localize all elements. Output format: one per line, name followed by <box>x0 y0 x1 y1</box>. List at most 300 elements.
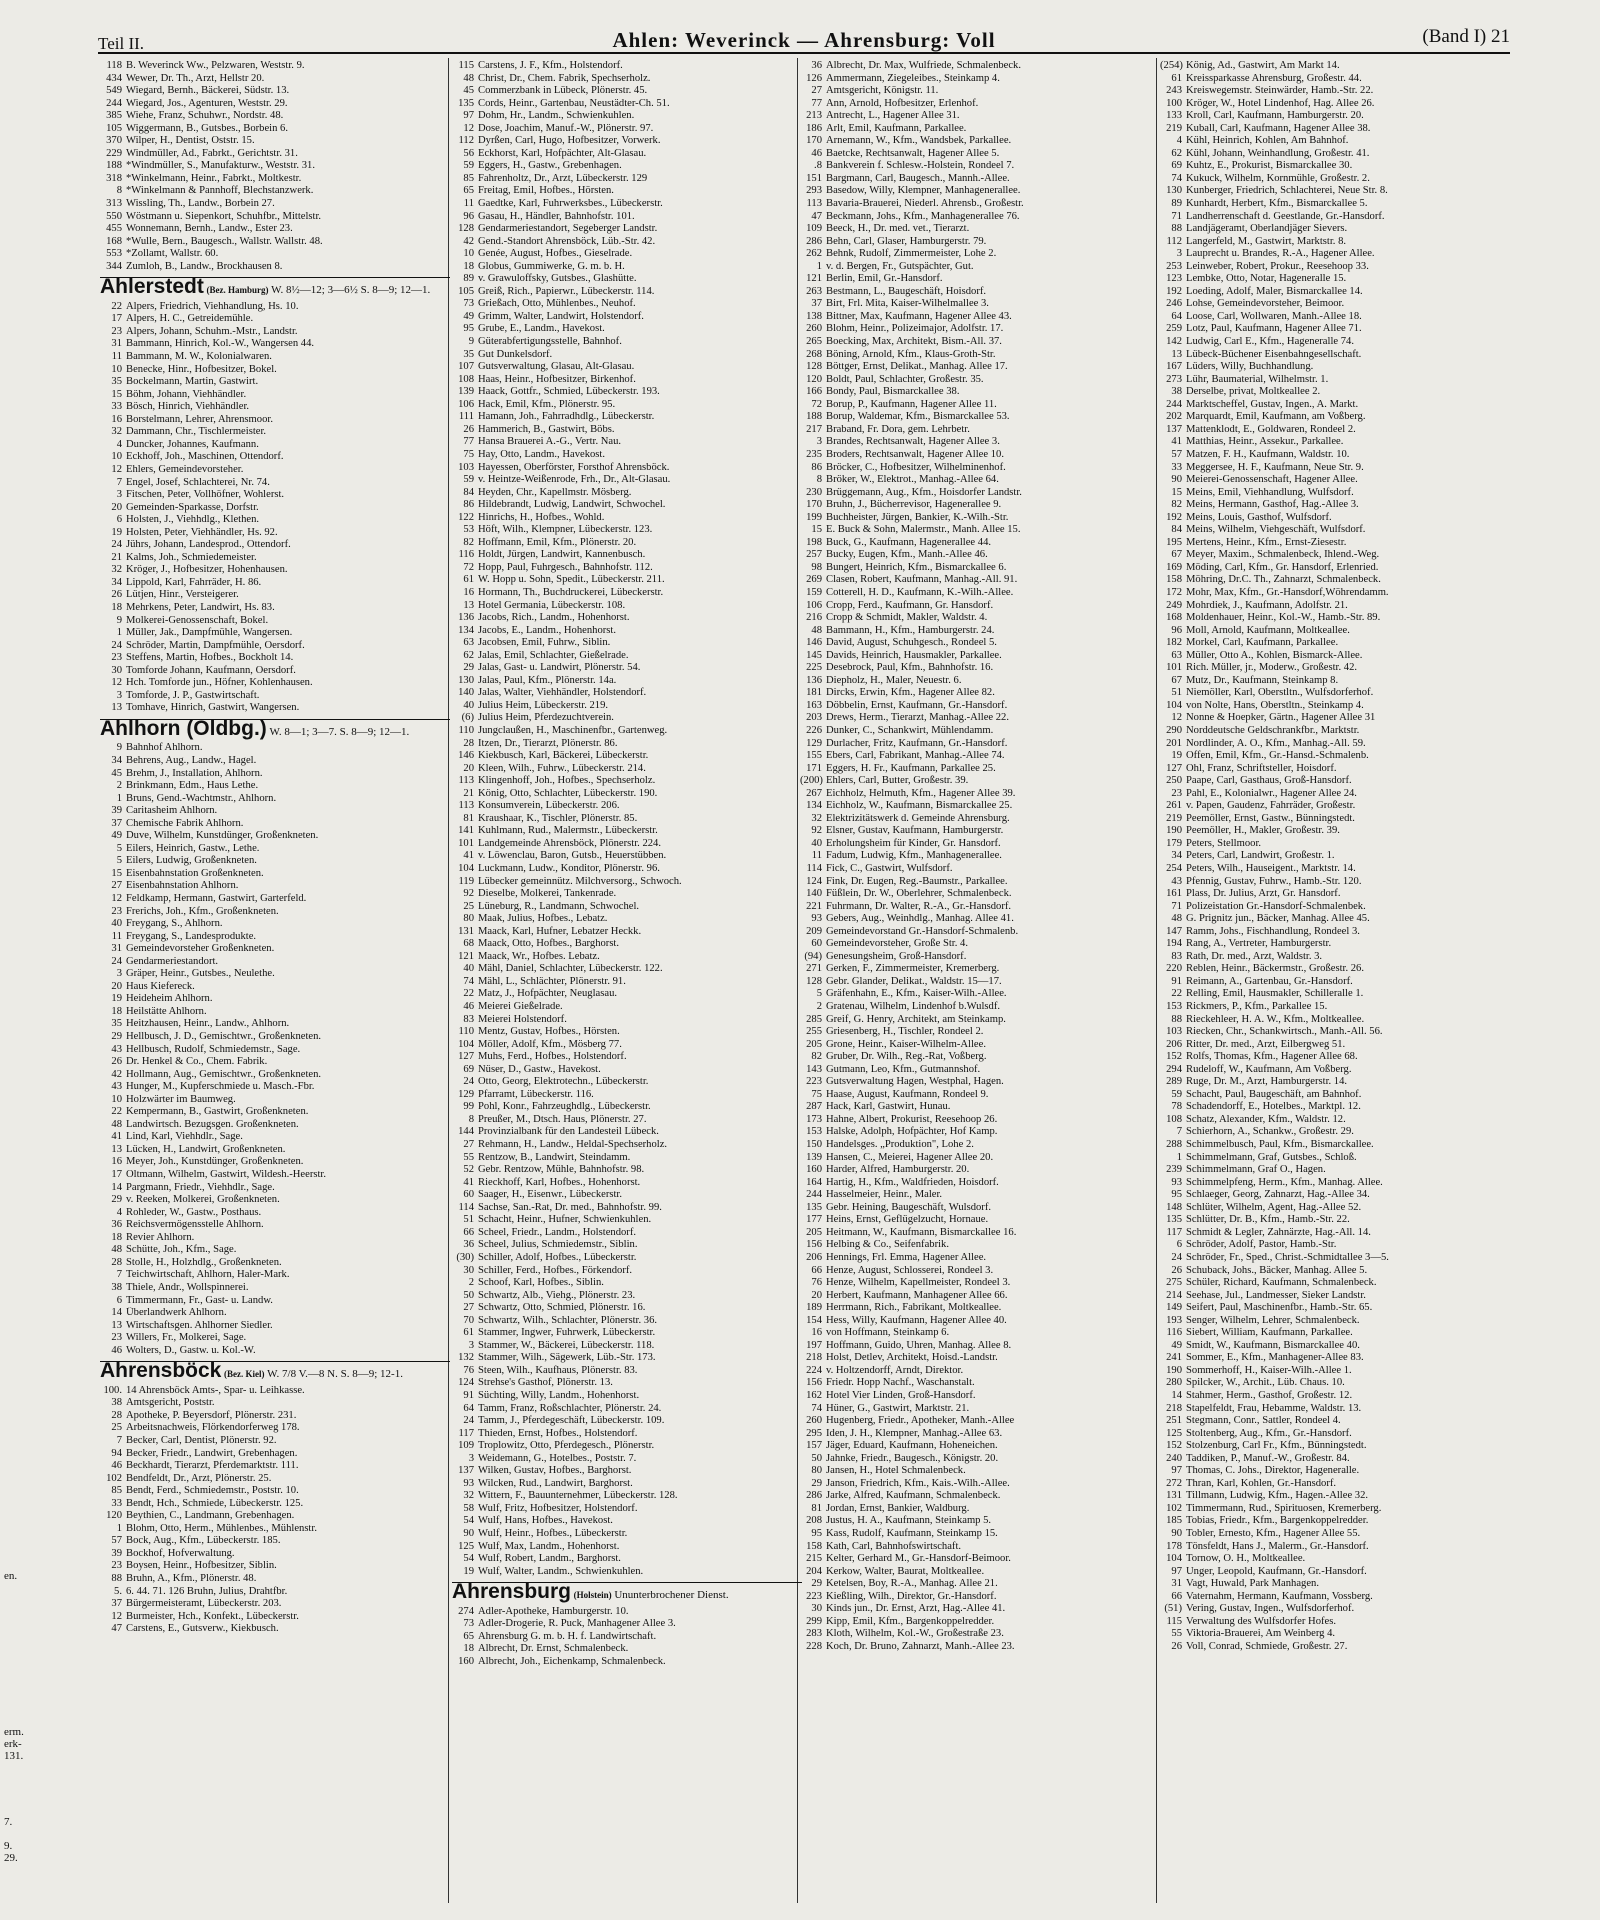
entry-text: Meierei-Genossenschaft, Hagener Allee. <box>1186 474 1358 486</box>
directory-entry <box>100 477 450 490</box>
directory-entry <box>452 1026 802 1039</box>
entry-number: 23 <box>111 905 122 917</box>
entry-number: 1 <box>116 627 122 639</box>
entry-text: Bürgermeisteramt, Lübeckerstr. 203. <box>126 1598 282 1610</box>
entry-number: 70 <box>463 1314 474 1326</box>
entry-number: 73 <box>463 298 474 310</box>
directory-entry <box>1160 1252 1510 1265</box>
entry-text: Rich. Müller, jr., Moderw., Großestr. 42. <box>1186 662 1358 674</box>
directory-entry <box>800 913 1150 926</box>
entry-number: 27 <box>111 880 122 892</box>
entry-number: 243 <box>1166 85 1182 97</box>
entry-number: 20 <box>111 980 122 992</box>
entry-text: Kühl, Heinrich, Kohlen, Am Bahnhof. <box>1186 135 1349 147</box>
directory-entry <box>452 1618 802 1631</box>
entry-number: 259 <box>1166 323 1182 335</box>
directory-entry <box>800 1265 1150 1278</box>
directory-entry <box>452 248 802 261</box>
entry-number: 26 <box>111 1056 122 1068</box>
entry-text: Tomhave, Hinrich, Gastwirt, Wangersen. <box>126 702 300 714</box>
entry-number: 128 <box>806 361 822 373</box>
entry-text: Carstens, E., Gutsverw., Kiekbusch. <box>126 1623 279 1635</box>
entry-text: Landgemeinde Ahrensböck, Plönerstr. 224. <box>478 837 662 849</box>
entry-number: 29 <box>811 1477 822 1489</box>
entry-number: 27 <box>463 1302 474 1314</box>
entry-text: Amtsgericht, Königstr. 11. <box>826 85 939 97</box>
entry-text: Cropp, Ferd., Kaufmann, Gr. Hansdorf. <box>826 599 994 611</box>
directory-entry <box>1160 675 1510 688</box>
entry-number: 48 <box>463 72 474 84</box>
entry-number: 17 <box>111 1169 122 1181</box>
entry-number: 24 <box>1171 1251 1182 1263</box>
directory-entry <box>800 223 1150 236</box>
entry-number: 16 <box>463 586 474 598</box>
entry-number: 85 <box>463 172 474 184</box>
entry-number: 3 <box>816 436 822 448</box>
directory-entry <box>100 918 450 931</box>
entry-text: Heitzhausen, Heinr., Landw., Ahlhorn. <box>126 1018 290 1030</box>
entry-text: Gemeindevorsteher, Große Str. 4. <box>826 938 968 950</box>
entry-text: Jalas, Walter, Viehhändler, Holstendorf. <box>478 687 647 699</box>
entry-text: Maack, Wr., Hofbes. Lebatz. <box>478 950 600 962</box>
directory-entry <box>1160 662 1510 675</box>
entry-text: Bendfeldt, Dr., Arzt, Plönerstr. 25. <box>126 1472 272 1484</box>
directory-entry <box>800 1566 1150 1579</box>
entry-number: 93 <box>1171 1176 1182 1188</box>
directory-entry <box>452 1202 802 1215</box>
entry-text: 6. 44. 71. 126 Bruhn, Julius, Drahtfbr. <box>126 1585 288 1597</box>
directory-entry <box>800 574 1150 587</box>
directory-entry <box>452 349 802 362</box>
directory-entry <box>452 1352 802 1365</box>
directory-entry <box>800 424 1150 437</box>
entry-text: Lauprecht u. Brandes, R.-A., Hagener Allee. <box>1186 248 1375 260</box>
entry-text: Frerichs, Joh., Kfm., Großenkneten. <box>126 905 279 917</box>
entry-number: 123 <box>1166 273 1182 285</box>
entry-text: Wulf, Hans, Hofbes., Havekost. <box>478 1515 613 1527</box>
entry-number: 178 <box>1166 1540 1182 1552</box>
entry-number: 105 <box>458 285 474 297</box>
entry-number: 7 <box>116 1269 122 1281</box>
entry-text: Baetcke, Rechtsanwalt, Hagener Allee 5. <box>826 147 1000 159</box>
entry-number: 38 <box>111 1397 122 1409</box>
directory-entry <box>800 499 1150 512</box>
margin-fragment: en. <box>4 1570 18 1582</box>
entry-text: Pohl, Konr., Fahrzeughdlg., Lübeckerstr. <box>478 1101 651 1113</box>
directory-entry <box>100 1397 450 1410</box>
entry-text: Beckmann, Johs., Kfm., Manhagenerallee 76. <box>826 210 1020 222</box>
directory-entry <box>100 1385 450 1398</box>
directory-entry <box>100 793 450 806</box>
entry-text: Vering, Gustav, Ingen., Wulfsdorferhof. <box>1186 1603 1355 1615</box>
directory-entry <box>452 1428 802 1441</box>
entry-text: Hellbusch, Rudolf, Schmiedemstr., Sage. <box>126 1043 301 1055</box>
directory-entry <box>800 1365 1150 1378</box>
entry-text: Rohleder, W., Gastw., Posthaus. <box>126 1206 262 1218</box>
entry-number: 64 <box>1171 310 1182 322</box>
entry-text: Engel, Josef, Schlachterei, Nr. 74. <box>126 476 270 488</box>
directory-entry <box>100 1573 450 1586</box>
entry-number: 41 <box>463 1176 474 1188</box>
entry-number: 104 <box>1166 699 1182 711</box>
entry-number: 89 <box>463 273 474 285</box>
entry-text: Bruhn, J., Bücherrevisor, Hagenerallee 9. <box>826 499 1002 511</box>
entry-number: 119 <box>458 875 474 887</box>
entry-text: Carstens, J. F., Kfm., Holstendorf. <box>478 60 623 71</box>
entry-number: 218 <box>1166 1402 1182 1414</box>
entry-number: 27 <box>811 85 822 97</box>
entry-text: Schlaeger, Georg, Zahnarzt, Hag.-Allee 34. <box>1186 1189 1370 1201</box>
entry-number: 140 <box>806 888 822 900</box>
entry-number: 117 <box>1166 1226 1182 1238</box>
entry-number: 83 <box>1171 950 1182 962</box>
directory-entry <box>100 1131 450 1144</box>
section-hours: W. 8—1; 3—7. S. 8—9; 12—1. <box>269 725 410 738</box>
directory-entry <box>452 976 802 989</box>
entry-number: 19 <box>1171 750 1182 762</box>
directory-entry <box>1160 462 1510 475</box>
directory-entry <box>452 1377 802 1390</box>
entry-text: Muhs, Ferd., Hofbes., Holstendorf. <box>478 1051 627 1063</box>
entry-number: 16 <box>111 413 122 425</box>
entry-text: Kinds jun., Dr. Ernst, Arzt, Hag.-Allee 41. <box>826 1603 1006 1615</box>
entry-text: Morkel, Carl, Kaufmann, Parkallee. <box>1186 637 1339 649</box>
directory-entry <box>800 1302 1150 1315</box>
entry-number: 43 <box>111 1081 122 1093</box>
entry-text: Adler-Drogerie, R. Puck, Manhagener Allee 3. <box>478 1618 676 1630</box>
directory-entry <box>100 780 450 793</box>
entry-text: Bammann, Hinrich, Kol.-W., Wangersen 44. <box>126 338 315 350</box>
directory-entry <box>800 173 1150 186</box>
entry-number: 20 <box>463 762 474 774</box>
entry-number: 75 <box>811 1088 822 1100</box>
directory-entry <box>452 1014 802 1027</box>
entry-text: Ehlers, Carl, Butter, Großestr. 39. <box>826 775 969 787</box>
directory-entry <box>1160 788 1510 801</box>
entry-number: 61 <box>1171 72 1182 84</box>
directory-entry <box>452 98 802 111</box>
entry-text: Grießach, Otto, Mühlenbes., Neuhof. <box>478 298 636 310</box>
directory-entry <box>1160 926 1510 939</box>
entry-number: 30 <box>111 664 122 676</box>
directory-entry <box>452 1076 802 1089</box>
entry-text: Timmermann, Rud., Spirituosen, Kremerberg. <box>1186 1502 1382 1514</box>
directory-entry <box>800 286 1150 299</box>
entry-text: Smidt, W., Kaufmann, Bismarckallee 40. <box>1186 1339 1360 1351</box>
directory-entry <box>1160 637 1510 650</box>
entry-number: 253 <box>1166 260 1182 272</box>
entry-text: Bröcker, C., Hofbesitzer, Wilhelminenhof. <box>826 461 1006 473</box>
directory-entry <box>1160 976 1510 989</box>
directory-entry <box>452 449 802 462</box>
entry-text: Harder, Alfred, Hamburgerstr. 20. <box>826 1164 970 1176</box>
entry-text: Sommerhoff, H., Kaiser-Wilh.-Allee 1. <box>1186 1364 1352 1376</box>
entry-text: Wulf, Walter, Landm., Schwienkuhlen. <box>478 1565 644 1577</box>
entry-text: Moll, Arnold, Kaufmann, Moltkeallee. <box>1186 624 1350 636</box>
entry-text: Gutsverwaltung Hagen, Westphal, Hagen. <box>826 1076 1004 1088</box>
directory-entry <box>100 1510 450 1523</box>
entry-number: 80 <box>463 913 474 925</box>
entry-number: 104 <box>458 863 474 874</box>
entry-text: Grube, E., Landm., Havekost. <box>478 323 605 335</box>
entry-text: Blohm, Otto, Herm., Mühlenbes., Mühlenstr. <box>126 1522 317 1534</box>
directory-entry <box>100 1448 450 1461</box>
entry-text: Schuback, Johs., Bäcker, Manhag. Allee 5. <box>1186 1264 1368 1276</box>
entry-number: 72 <box>811 398 822 410</box>
entry-number: 96 <box>1171 624 1182 636</box>
entry-number: 41 <box>111 1131 122 1143</box>
directory-entry <box>1160 1340 1510 1353</box>
entry-text: Möhring, Dr.C. Th., Zahnarzt, Schmalenbeck. <box>1186 574 1381 586</box>
entry-text: Blohm, Heinr., Polizeimajor, Adolfstr. 17. <box>826 323 1004 335</box>
entry-number: 108 <box>458 373 474 385</box>
entry-number: 13 <box>111 702 122 714</box>
directory-entry <box>800 1616 1150 1629</box>
entry-text: Commerzbank in Lübeck, Plönerstr. 45. <box>478 85 648 97</box>
entry-text: Bucky, Eugen, Kfm., Manh.-Allee 46. <box>826 549 988 561</box>
directory-entry <box>100 376 450 389</box>
entry-text: Hch. Tomforde jun., Höfner, Kohlenhausen. <box>126 677 313 689</box>
directory-entry <box>1160 1327 1510 1340</box>
entry-text: Meyer, Maxim., Schmalenbeck, Ihlend.-Weg. <box>1186 549 1380 561</box>
directory-entry <box>800 1139 1150 1152</box>
entry-number: 25 <box>111 1422 122 1434</box>
entry-number: 135 <box>806 1201 822 1213</box>
entry-number: 455 <box>106 223 122 235</box>
entry-number: 204 <box>806 1565 822 1577</box>
entry-text: Kuhlmann, Rud., Malermstr., Lübeckerstr. <box>478 825 658 837</box>
entry-number: 95 <box>1171 1189 1182 1201</box>
entry-text: Julius Heim, Lübeckerstr. 219. <box>478 699 609 711</box>
directory-entry <box>452 1465 802 1478</box>
entry-text: Greif, G. Henry, Architekt, am Steinkamp. <box>826 1013 1006 1025</box>
entry-text: Handelsges. „Produktion", Lohe 2. <box>826 1139 974 1151</box>
directory-entry <box>452 336 802 349</box>
directory-entry <box>800 1541 1150 1554</box>
directory-entry <box>1160 1515 1510 1528</box>
entry-number: 134 <box>458 624 474 636</box>
directory-entry <box>1160 712 1510 725</box>
entry-text: Brandes, Rechtsanwalt, Hagener Allee 3. <box>826 436 1000 448</box>
entry-text: Bestmann, L., Baugeschäft, Hoisdorf. <box>826 285 987 297</box>
entry-text: Lücken, H., Landwirt, Großenkneten. <box>126 1143 286 1155</box>
entry-number: 52 <box>463 1164 474 1176</box>
directory-entry <box>800 1227 1150 1240</box>
entry-number: 130 <box>1166 185 1182 197</box>
entry-number: 246 <box>1166 298 1182 310</box>
entry-text: Rang, A., Vertreter, Hamburgerstr. <box>1186 938 1332 950</box>
directory-entry <box>100 906 450 919</box>
entry-text: Wulf, Robert, Landm., Barghorst. <box>478 1553 621 1565</box>
entry-number: 263 <box>806 285 822 297</box>
entry-text: Hellbusch, J. D., Gemischtwr., Großenkneten. <box>126 1031 322 1043</box>
entry-text: Willers, Fr., Molkerei, Sage. <box>126 1332 247 1344</box>
directory-entry <box>800 537 1150 550</box>
entry-text: Berlin, Emil, Gr.-Hansdorf. <box>826 273 943 285</box>
entry-text: Hunger, M., Kupferschmiede u. Masch.-Fbr. <box>126 1081 315 1093</box>
directory-entry <box>100 223 450 236</box>
entry-text: Holzwärter im Baumweg. <box>126 1093 236 1105</box>
directory-entry <box>452 800 802 813</box>
entry-text: Lütjen, Hinr., Versteigerer. <box>126 589 239 601</box>
entry-number: 8 <box>816 474 822 486</box>
entry-number: 244 <box>106 97 122 109</box>
directory-entry <box>1160 1202 1510 1215</box>
directory-entry <box>1160 1189 1510 1202</box>
entry-number: 115 <box>1166 1615 1182 1627</box>
directory-entry <box>800 248 1150 261</box>
directory-entry <box>1160 1490 1510 1503</box>
directory-entry <box>100 1307 450 1320</box>
directory-entry <box>1160 361 1510 374</box>
entry-number: 162 <box>806 1389 822 1401</box>
entry-number: 112 <box>458 135 474 147</box>
entry-text: Hennings, Frl. Emma, Hagener Allee. <box>826 1251 987 1263</box>
entry-text: Jacobsen, Emil, Fuhrw., Siblin. <box>478 637 611 649</box>
entry-text: Dose, Joachim, Manuf.-W., Plönerstr. 97. <box>478 122 654 134</box>
entry-text: Schwartz, Otto, Schmied, Plönerstr. 16. <box>478 1302 646 1314</box>
entry-number: 192 <box>1166 511 1182 523</box>
directory-entry <box>100 326 450 339</box>
directory-entry <box>100 313 450 326</box>
entry-text: Schimmelmann, Graf O., Hagen. <box>1186 1164 1326 1176</box>
entry-text: Gut Dunkelsdorf. <box>478 348 553 360</box>
entry-text: Heilstätte Ahlhorn. <box>126 1005 207 1017</box>
entry-text: Schatz, Alexander, Kfm., Waldstr. 12. <box>1186 1113 1346 1125</box>
entry-number: 28 <box>463 737 474 749</box>
entry-number: 147 <box>1166 925 1182 937</box>
entry-number: 11 <box>111 351 122 363</box>
entry-number: 550 <box>106 210 122 222</box>
column-divider <box>1156 58 1157 1903</box>
directory-entry <box>452 1039 802 1052</box>
entry-text: Mertens, Heinr., Kfm., Ernst-Ziesestr. <box>1186 536 1347 548</box>
directory-entry <box>800 386 1150 399</box>
entry-text: Feldkamp, Hermann, Gastwirt, Garterfeld. <box>126 893 307 904</box>
section-hours: Ununterbrochener Dienst. <box>614 1589 729 1602</box>
directory-entry <box>1160 1302 1510 1315</box>
entry-number: 27 <box>463 1139 474 1151</box>
directory-entry <box>800 1239 1150 1252</box>
entry-text: Fahrenholtz, Dr., Arzt, Lübeckerstr. 129 <box>478 172 648 184</box>
directory-entry <box>800 775 1150 788</box>
entry-text: Grimm, Walter, Landwirt, Holstendorf. <box>478 310 644 322</box>
entry-text: Lippold, Karl, Fahrräder, H. 86. <box>126 576 262 588</box>
entry-text: Desebrock, Paul, Kfm., Bahnhofstr. 16. <box>826 662 994 674</box>
directory-entry <box>800 901 1150 914</box>
entry-text: Gebr. Glander, Delikat., Waldstr. 15—17. <box>826 975 1002 987</box>
directory-entry <box>452 524 802 537</box>
entry-text: Bruhn, A., Kfm., Plönerstr. 48. <box>126 1572 257 1584</box>
entry-text: König, Otto, Schlachter, Lübeckerstr. 190. <box>478 787 658 799</box>
directory-entry <box>100 1523 450 1536</box>
entry-number: 45 <box>463 85 474 97</box>
entry-text: Eggers, H. Fr., Kaufmann, Parkallee 25. <box>826 762 996 774</box>
directory-entry <box>1160 562 1510 575</box>
section-heading <box>100 716 450 740</box>
directory-entry <box>100 702 450 715</box>
entry-number: 40 <box>463 963 474 975</box>
entry-number: 89 <box>1171 198 1182 210</box>
directory-entry <box>800 1453 1150 1466</box>
directory-entry <box>452 135 802 148</box>
entry-number: 59 <box>463 474 474 486</box>
entry-number: 24 <box>463 1415 474 1427</box>
entry-text: Nonne & Hoepker, Gärtn., Hagener Allee 31 <box>1186 712 1376 724</box>
entry-text: Eckhorst, Karl, Hofpächter, Alt-Glasau. <box>478 147 647 159</box>
entry-text: Haack, Gottfr., Schmied, Lübeckerstr. 193. <box>478 386 660 398</box>
entry-text: Gebr. Rentzow, Mühle, Bahnhofstr. 98. <box>478 1164 645 1176</box>
directory-entry <box>100 261 450 274</box>
entry-text: Lohse, Gemeindevorsteher, Beimoor. <box>1186 298 1345 310</box>
entry-text: Gebers, Aug., Weinhdlg., Manhag. Allee 41. <box>826 913 1014 925</box>
entry-number: 214 <box>1166 1289 1182 1301</box>
entry-text: Niemöller, Karl, Oberstltn., Wulfsdorferhof. <box>1186 687 1374 699</box>
directory-entry <box>800 1403 1150 1416</box>
directory-entry <box>452 600 802 613</box>
entry-text: Eggers, H., Gastw., Grebenhagen. <box>478 160 622 172</box>
entry-text: Thiele, Andr., Wollspinnerei. <box>126 1281 249 1293</box>
entry-text: Apotheke, P. Beyersdorf, Plönerstr. 231. <box>126 1409 297 1421</box>
directory-entry <box>452 1390 802 1403</box>
entry-number: 3 <box>468 1339 474 1351</box>
entry-text: Reblen, Heinr., Bäckermstr., Großestr. 26. <box>1186 963 1364 975</box>
entry-number: 40 <box>111 918 122 930</box>
entry-number: 22 <box>111 300 122 312</box>
directory-entry <box>1160 1591 1510 1604</box>
entry-text: Gräfenhahn, E., Kfm., Kaiser-Wilh.-Allee. <box>826 988 1007 1000</box>
entry-text: Mähl, Daniel, Schlachter, Lübeckerstr. 122. <box>478 963 663 975</box>
entry-number: 64 <box>463 1402 474 1414</box>
entry-number: 250 <box>1166 775 1182 787</box>
directory-entry <box>452 1365 802 1378</box>
entry-text: Wilcken, Rud., Landwirt, Barghorst. <box>478 1477 633 1489</box>
entry-text: Hoffmann, Emil, Kfm., Plönerstr. 20. <box>478 536 637 548</box>
directory-entry <box>100 1560 450 1573</box>
entry-text: Hoffmann, Guido, Uhren, Manhag. Allee 8. <box>826 1339 1012 1351</box>
entry-number: 60 <box>463 1189 474 1201</box>
entry-number: 18 <box>111 601 122 613</box>
directory-entry <box>100 211 450 224</box>
directory-entry <box>100 85 450 98</box>
directory-entry <box>1160 549 1510 562</box>
entry-text: Matzen, F. H., Kaufmann, Waldstr. 10. <box>1186 448 1350 460</box>
entry-number: 34 <box>111 576 122 588</box>
directory-entry <box>452 512 802 525</box>
entry-number: 22 <box>111 1106 122 1118</box>
entry-number: 11 <box>811 850 822 862</box>
entry-text: Schmidt & Legler, Zahnärzte, Hag.-All. 14. <box>1186 1226 1371 1238</box>
directory-entry <box>800 1076 1150 1089</box>
directory-entry <box>800 273 1150 286</box>
entry-text: Mutz, Dr., Kaufmann, Steinkamp 8. <box>1186 674 1339 686</box>
directory-entry <box>452 1177 802 1190</box>
directory-entry <box>100 527 450 540</box>
directory-entry <box>1160 399 1510 412</box>
entry-number: 106 <box>806 599 822 611</box>
entry-number: 18 <box>111 1231 122 1243</box>
entry-text: Tornow, O. H., Moltkeallee. <box>1186 1553 1306 1565</box>
entry-number: 170 <box>806 135 822 147</box>
entry-text: Thieden, Ernst, Hofbes., Holstendorf. <box>478 1427 638 1439</box>
entry-number: 12 <box>463 122 474 134</box>
entry-number: 15 <box>811 524 822 536</box>
entry-text: Gendarmeriestandort. <box>126 955 219 967</box>
entry-number: 208 <box>806 1515 822 1527</box>
directory-entry <box>1160 687 1510 700</box>
entry-text: Holsten, J., Viehhdlg., Klethen. <box>126 514 260 526</box>
column-4 <box>1160 60 1510 1908</box>
